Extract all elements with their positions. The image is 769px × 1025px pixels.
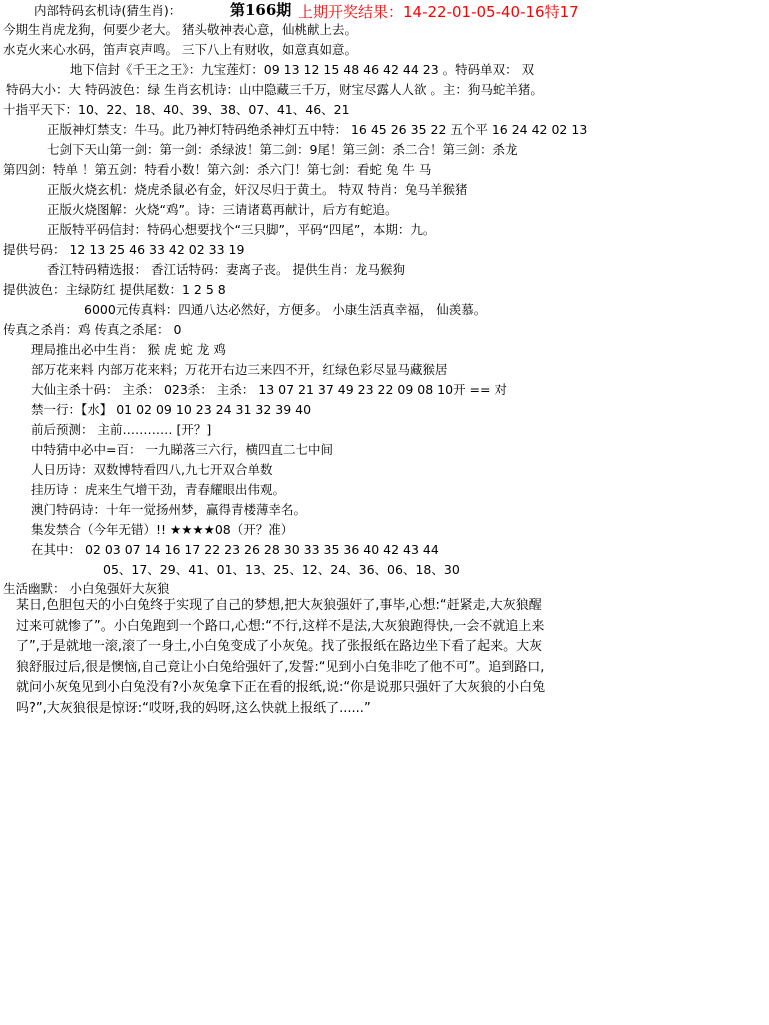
story-line: 狼舒服过后,很是懊恼,自己竟让小白兔给强奸了,发誓:“见到小白兔非吃了他不可”。追到路口, [16, 659, 545, 675]
guess-line: 中特猜中必中=百： 一九睇落三六行，横四直二七中间 [31, 442, 333, 457]
humor-story [16, 596, 764, 719]
header-title: 内部特码玄机诗(猜生肖)： [34, 3, 182, 18]
size-color-line: 特码大小：大 特码波色：绿 生肖玄机诗：山中隐藏三千万，财宝尽露人人欲 。主：狗马蛇羊猪。 [6, 82, 543, 97]
sword-line-1: 七剑下天山第一剑：第一剑：杀绿波！第二剑：9尾！第三剑：杀二合！第三剑：杀龙 [47, 142, 518, 157]
issue-number: 第166期 [230, 1, 292, 19]
numbers-line: 提供号码： 12 13 25 46 33 42 02 33 19 [3, 242, 245, 257]
poem-line-1: 今期生肖虎龙狗，何要少老大。 猪头敬神表心意，仙桃献上去。 [3, 22, 357, 37]
story-line: 过来可就惨了”。小白兔跑到一个路口,心想:“不行,这样不是法,大灰狼跑得快,一会不就追上来 [16, 618, 545, 634]
forbidden-combo-line: 集发禁合（今年无错）!! ★★★★08（开？准） [31, 522, 294, 537]
hongkong-line: 香江特码精选报： 香江话特码：妻离子丧。 提供生肖：龙马猴狗 [47, 262, 405, 277]
forecast-line: 前后预测： 主前………… [开？] [31, 422, 212, 437]
color-tail-line: 提供波色：主绿防红 提供尾数：1 2 5 8 [3, 282, 226, 297]
story-line: 某日,色胆包天的小白兔终于实现了自己的梦想,把大灰狼强奸了,事毕,心想:“赶紧走,大灰狼醒 [16, 598, 542, 613]
story-line: 吗?”,大灰狼很是惊讶:“哎呀,我的妈呀,这么快就上报纸了......” [16, 700, 371, 716]
fax-kill-line: 传真之杀肖：鸡 传真之杀尾： 0 [3, 322, 182, 337]
wall-calendar-line: 挂历诗 ：虎来生气增干劲，青春耀眼出伟观。 [31, 482, 285, 497]
fire-line: 正版火烧玄机：烧虎杀鼠必有金，奸汉尽归于黄土。 特双 特肖：兔马羊猴猪 [47, 182, 468, 197]
envelope-special-line: 正版特平码信封：特码心想要找个“三只脚”，平码“四尾”，本期：九。 [47, 222, 436, 237]
among-line-1: 在其中： 02 03 07 14 16 17 22 23 26 28 30 33 35 36 40 42 43 44 [31, 542, 439, 557]
forbidden-line: 禁一行：【水】 01 02 09 10 23 24 31 32 39 40 [31, 402, 312, 417]
story-line: 了”,于是就地一滚,滚了一身土,小白兔变成了小灰兔。找了张报纸在路边坐下看了起来。大灰 [16, 639, 543, 654]
humor-title: 生活幽默： 小白兔强奸大灰狼 [3, 581, 170, 596]
envelope-line: 地下信封《千王之王》：九宝莲灯：09 13 12 15 48 46 42 44 23 。特码单双： 双 [70, 62, 535, 77]
immortal-kill-line: 大仙主杀十码： 主杀： 023杀： 主杀： 13 07 21 37 49 23 22 09 08 10开 == 对 [31, 382, 507, 397]
calendar-poem-line: 人日历诗：双数博特看四八,九七开双合单数 [31, 462, 273, 477]
macau-poem-line: 澳门特码诗：十年一觉扬州梦，赢得青楼薄幸名。 [31, 502, 307, 517]
story-line: 就问小灰兔见到小白兔没有?小灰兔拿下正在看的报纸,说:“你是说那只强奸了大灰狼的小白兔 [16, 680, 546, 695]
sword-line-2: 第四剑：特单 ！第五剑：特看小数！第六剑：杀六门！第七剑：看蛇 兔 牛 马 [3, 162, 432, 177]
flower-line: 部万花来料 内部万花来料；万花开右边三来四不开，红绿色彩尽显马藏猴居 [31, 362, 448, 377]
last-result: 上期开奖结果：14-22-01-05-40-16特17 [298, 3, 579, 21]
fax-line: 6000元传真料：四通八达必然好，方便多。 小康生活真幸福， 仙羡慕。 [84, 302, 487, 317]
poem-line-2: 水克火来心水码，笛声哀声鸣。 三下八上有财收，如意真如意。 [3, 42, 357, 57]
fire-diagram-line: 正版火烧图解：火烧“鸡”。诗：三请诸葛再献计，后方有蛇追。 [47, 202, 398, 217]
zodiac-line: 理局推出必中生肖： 猴 虎 蛇 龙 鸡 [31, 342, 226, 357]
lamp-line: 正版神灯禁支：牛马。此乃神灯特码绝杀神灯五中特： 16 45 26 35 22 五个平 16 24 42 02 13 [47, 122, 588, 137]
ten-fingers-line: 十指平天下：10、22、18、40、39、38、07、41、46、21 [3, 102, 350, 117]
among-line-2: 05、17、29、41、01、13、25、12、24、36、06、18、30 [103, 562, 460, 577]
